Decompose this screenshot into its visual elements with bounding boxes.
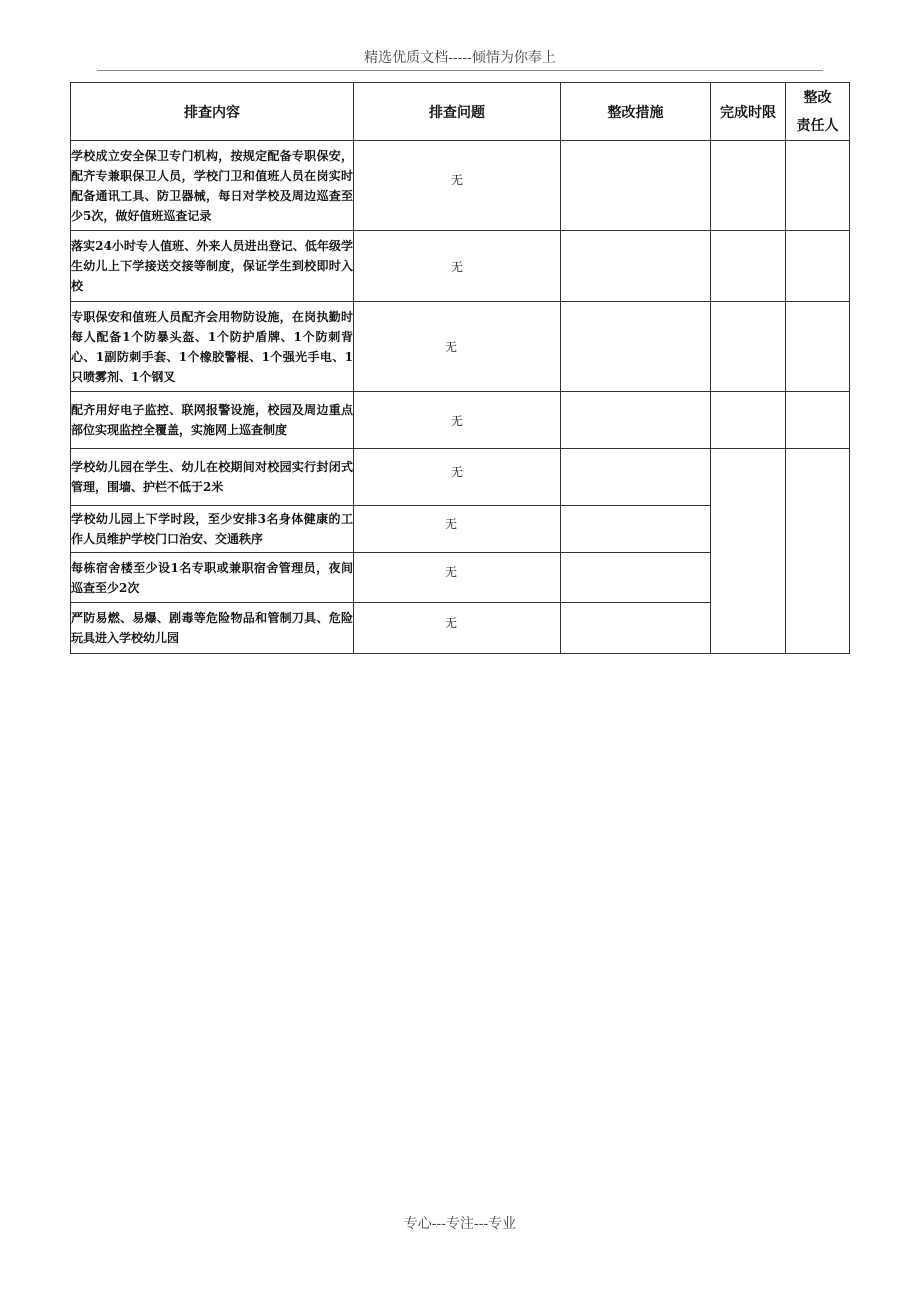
- row-content: 落实24小时专人值班、外来人员进出登记、低年级学生幼儿上下学接送交接等制度，保证学生到校即时入校: [71, 231, 354, 302]
- inspection-table: [70, 82, 850, 654]
- row-issue-text: 无: [450, 259, 463, 274]
- row-issue: [354, 449, 561, 506]
- row-deadline: [711, 141, 786, 231]
- row-issue-text: 无: [444, 516, 457, 531]
- row-measure: [561, 231, 711, 302]
- row-owner: [786, 231, 850, 302]
- row-measure: [561, 141, 711, 231]
- page-header: 精选优质文档-----倾情为你奉上: [364, 50, 556, 66]
- row-measure: [561, 449, 711, 506]
- row-measure: [561, 553, 711, 603]
- header-owner-line2: 责任人: [796, 117, 839, 134]
- row-issue-text: 无: [444, 340, 457, 354]
- row-measure: [561, 603, 711, 654]
- header-measure: 整改措施: [561, 83, 711, 141]
- row-deadline: [711, 392, 786, 449]
- row-content: 学校幼儿园在学生、幼儿在校期间对校园实行封闭式管理，围墙、护栏不低于2米: [71, 449, 354, 506]
- row-content: 严防易燃、易爆、剧毒等危险物品和管制刀具、危险玩具进入学校幼儿园: [71, 603, 354, 654]
- row-deadline: [711, 302, 786, 392]
- row-content: 学校成立安全保卫专门机构，按规定配备专职保安，配齐专兼职保卫人员，学校门卫和值班人员在岗实时配备通讯工具、防卫器械，每日对学校及周边巡查至少5次，做好值班巡查记录: [71, 141, 354, 231]
- row-issue-text: 无: [450, 173, 463, 187]
- page-footer: 专心---专注---专业: [403, 1216, 517, 1232]
- row-measure: [561, 506, 711, 553]
- row-measure: [561, 392, 711, 449]
- table-row: [71, 302, 850, 392]
- row-owner: [786, 141, 850, 231]
- row-content: 每栋宿舍楼至少设1名专职或兼职宿舍管理员，夜间巡查至少2次: [71, 553, 354, 603]
- row-deadline: [711, 231, 786, 302]
- table-row: [71, 231, 850, 302]
- row-deadline-merged: [711, 449, 786, 654]
- row-content: 专职保安和值班人员配齐会用物防设施，在岗执勤时每人配备1个防暴头盔、1个防护盾牌、1个防刺背心、1副防刺手套、1个橡胶警棍、1个强光手电、1只喷雾剂、1个钢叉: [71, 302, 354, 392]
- header-deadline: 完成时限: [711, 83, 786, 141]
- row-issue: [354, 141, 561, 231]
- header-issue: 排查问题: [354, 83, 561, 141]
- table-row: [71, 141, 850, 231]
- row-content: 配齐用好电子监控、联网报警设施，校园及周边重点部位实现监控全覆盖，实施网上巡查制度: [71, 392, 354, 449]
- table-header-row: [71, 83, 850, 141]
- row-content: 学校幼儿园上下学时段，至少安排3名身体健康的工作人员维护学校门口治安、交通秩序: [71, 506, 354, 553]
- row-owner: [786, 392, 850, 449]
- header-content: 排查内容: [71, 83, 354, 141]
- row-issue-text: 无: [450, 413, 463, 428]
- table-row: [71, 449, 850, 506]
- table-row: [71, 392, 850, 449]
- row-issue: [354, 302, 561, 392]
- row-owner-merged: [786, 449, 850, 654]
- header-owner-line1: 整改: [803, 89, 832, 106]
- row-issue: [354, 603, 561, 654]
- row-issue: [354, 392, 561, 449]
- row-issue: [354, 553, 561, 603]
- row-issue-text: 无: [444, 615, 457, 630]
- row-issue-text: 无: [444, 565, 457, 579]
- row-issue: [354, 506, 561, 553]
- row-issue-text: 无: [450, 464, 463, 479]
- row-issue: [354, 231, 561, 302]
- row-owner: [786, 302, 850, 392]
- header-owner: [786, 83, 850, 141]
- row-measure: [561, 302, 711, 392]
- header-rule: [97, 70, 823, 71]
